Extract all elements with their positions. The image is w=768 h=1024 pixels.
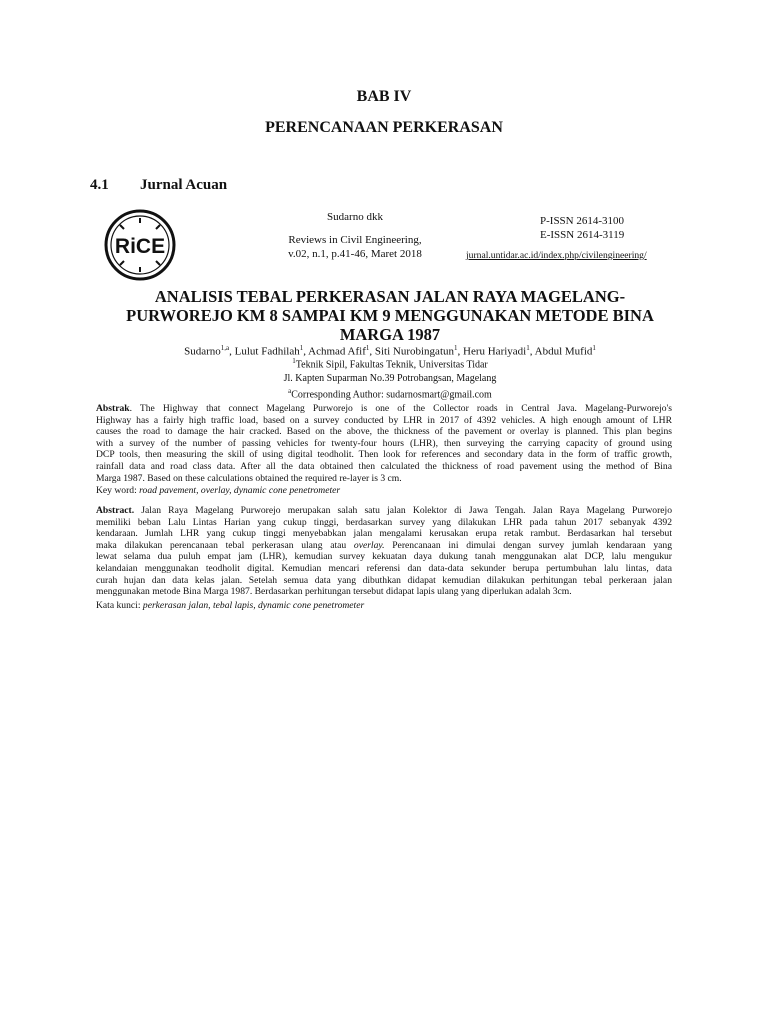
section-title: Jurnal Acuan (140, 177, 228, 193)
paper-title-line: PURWOREJO KM 8 SAMPAI KM 9 MENGGUNAKAN METODE BINA (126, 306, 654, 325)
journal-header-center (255, 210, 455, 261)
paper-title-line: MARGA 1987 (339, 325, 441, 344)
section-number: 4.1 (90, 177, 109, 193)
affiliation-block: $^1$Teknik Sipil, Fakultas Teknik, Universitas Tidar Jl. Kapten Suparman No.39 Potrobangsan, Magelang $^a$Corresponding Author: sudarnosmart@gmail.com (100, 355, 680, 402)
keywords-indonesian: Kata kunci: perkerasan jalan, tebal lapis, dynamic cone penetrometer (96, 600, 365, 611)
abstract-line: rainfall data and road class data. After all the data obtained then calculated the thickness of road pavement using the method of Bina (96, 460, 672, 472)
abstract-line: Highway has a fairly high traffic load, based on a survey conducted by LHR in 2017 of 4392 vehicles. A high enough amount of LHR (96, 414, 672, 426)
author-name: Sudarno (184, 345, 221, 358)
abstract-indonesian (96, 505, 672, 598)
abstract-line: memiliki beban Lalu Lintas Harian yang cukup tinggi, berdasarkan survey yang dilakukan LHR pada tahun 2017 sebanyak 4392 (96, 516, 672, 528)
section-heading (90, 177, 227, 194)
abstract-line: lewat selama dua puluh empat jam (LHR), kemudian survey kekuatan daya dukung tanah menggunakan alat DCP, lalu mengukur (96, 551, 672, 563)
corresponding-author: Corresponding Author: sudarnosmart@gmail.com (291, 389, 492, 401)
header-author: Sudarno dkk (327, 211, 383, 223)
journal-link[interactable]: jurnal.untidar.ac.id/index.php/civilengineering/ (466, 250, 647, 261)
abstract-line: with a survey of the number of passing vehicles for twenty-four hours (LHR), then surveying the carrying capacity of ground using (96, 437, 672, 449)
author-name: Heru Hariyadi (463, 345, 527, 358)
e-issn: E-ISSN 2614-3119 (540, 229, 625, 241)
abstract-line: kelandaian menggunakan teodholit digital. Kemudian mencari referensi dan data-data sekunder berupa pertumbuhan lalu lintas, data (96, 562, 672, 574)
abstract-line: Marga 1987. Based on these calculations obtained the required re-layer is 3 cm. (96, 472, 402, 484)
paper-title (100, 287, 680, 344)
abstract-english (96, 403, 672, 484)
author-name: Lulut Fadhilah (234, 345, 300, 358)
abstract-line: DCP tools, then measuring the skill of using digital teodholit. Then look for references and secondary data in the form of traffic growth, (96, 449, 672, 461)
address: Jl. Kapten Suparman No.39 Potrobangsan, Magelang (283, 372, 497, 384)
abstract-line: curah hujan dan data kelas jalan. Setelah semua data yang dibuthkan didapat kemudian dilakukan perhitungan tebal perkeraan jalan (96, 574, 672, 586)
chapter-title: PERENCANAAN PERKERASAN (265, 119, 503, 136)
journal-volume: v.02, n.1, p.41-46, Maret 2018 (288, 248, 422, 260)
author-name: Abdul Mufid (534, 345, 593, 358)
author-name: Achmad Afif (308, 345, 366, 358)
paper-authors: Sudarno$^{1,a}$, Lulut Fadhilah$^1$, Achmad Afif$^1$, Siti Nurobingatun$^1$, Heru Hariyadi$^1$, Abdul Mufid$^1$ (184, 344, 596, 358)
p-issn: P-ISSN 2614-3100 (540, 215, 625, 227)
abstract-line: menggunakan metode Bina Marga 1987. Berdasarkan perhitungan tersebut didapat lapis ulang yang diperlukan adalah 3cm. (96, 586, 572, 598)
paper-title-line: ANALISIS TEBAL PERKERASAN JALAN RAYA MAGELANG- (154, 287, 626, 306)
abstract-line: maka dilakukan perencanaan tebal perkerasan ulang atau overlay. Perencanaan ini dimulai dengan survey jumlah kendaraan yang (96, 539, 672, 551)
logo-text: RiCE (114, 235, 166, 258)
abstract-line: kendaraan. Jumlah LHR yang cukup tinggi menyebabkan jalan mengalami kerusakan erupa retak rambut. Berdasarkan hal tersebut (96, 528, 672, 540)
journal-name: Reviews in Civil Engineering, (288, 234, 422, 246)
chapter-label: BAB IV (356, 88, 412, 105)
keywords-english: Key word: road pavement, overlay, dynamic cone penetrometer (96, 485, 341, 496)
journal-header-right (540, 214, 624, 242)
abstract-line: Abstract. Jalan Raya Magelang Purworejo merupakan salah satu jalan Kolektor di Jawa Tengah. Jalan Raya Magelang Purworejo (96, 505, 672, 516)
author-name: Siti Nurobingatun (374, 345, 454, 358)
rice-journal-logo (104, 209, 176, 281)
abstract-line: Abstrak. The Highway that connect Magelang Purworejo is one of the Collector roads in Central Java. Magelang-Purworejo's (96, 403, 672, 414)
affiliation: Teknik Sipil, Fakultas Teknik, Universitas Tidar (295, 359, 488, 371)
abstract-line: causes the road to damage the hair cracked. Based on the above, the thickness of the pavement or overlay is planned. This plan begins (96, 426, 672, 438)
